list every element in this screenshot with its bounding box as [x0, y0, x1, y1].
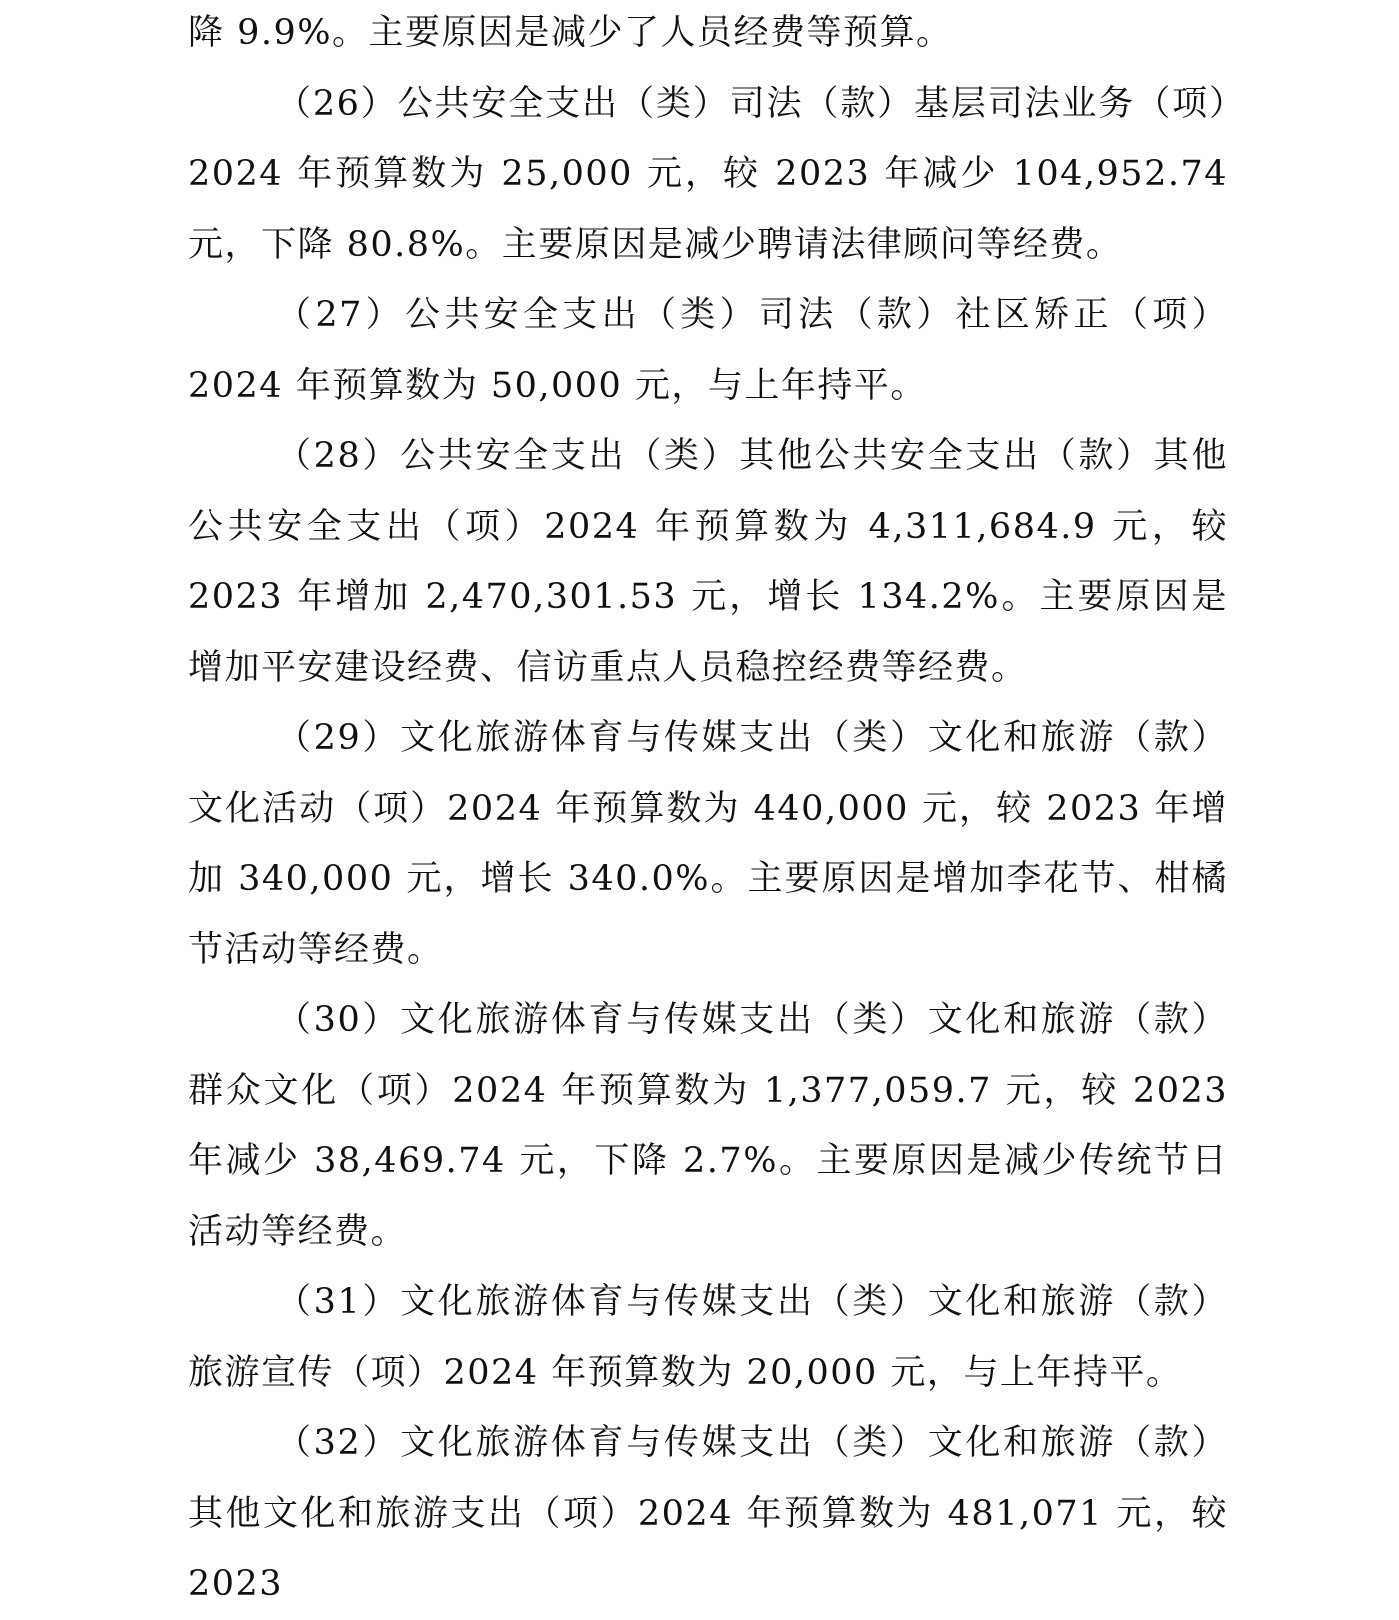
paragraph-28: （28）公共安全支出（类）其他公共安全支出（款）其他公共安全支出（项）2024 年预算数为 4,311,684.9 元，较 2023 年增加 2,470,301.53 元，增长 134.2%。主要原因是增加平安建设经费、信访重点人员稳控经费等经费。 [188, 436, 1228, 688]
paragraph-31: （31）文化旅游体育与传媒支出（类）文化和旅游（款）旅游宣传（项）2024 年预算数为 20,000 元，与上年持平。 [188, 1282, 1228, 1393]
document-body [188, 0, 1228, 1620]
paragraph-25-continuation: 降 9.9%。主要原因是减少了人员经费等预算。 [188, 13, 953, 53]
paragraph-29: （29）文化旅游体育与传媒支出（类）文化和旅游（款）文化活动（项）2024 年预算数为 440,000 元，较 2023 年增加 340,000 元，增长 340.0%。主要原因是增加李花节、柑橘节活动等经费。 [188, 718, 1228, 970]
paragraph-27: （27）公共安全支出（类）司法（款）社区矫正（项）2024 年预算数为 50,000 元，与上年持平。 [188, 295, 1228, 406]
paragraph-32: （32）文化旅游体育与传媒支出（类）文化和旅游（款）其他文化和旅游支出（项）2024 年预算数为 481,071 元，较 2023 [188, 1423, 1228, 1604]
paragraph-30: （30）文化旅游体育与传媒支出（类）文化和旅游（款）群众文化（项）2024 年预算数为 1,377,059.7 元，较 2023 年减少 38,469.74 元，下降 2.7%。主要原因是减少传统节日活动等经费。 [188, 1000, 1228, 1252]
paragraph-26: （26）公共安全支出（类）司法（款）基层司法业务（项）2024 年预算数为 25,000 元，较 2023 年减少 104,952.74 元，下降 80.8%。主要原因是减少聘请法律顾问等经费。 [188, 83, 1228, 265]
